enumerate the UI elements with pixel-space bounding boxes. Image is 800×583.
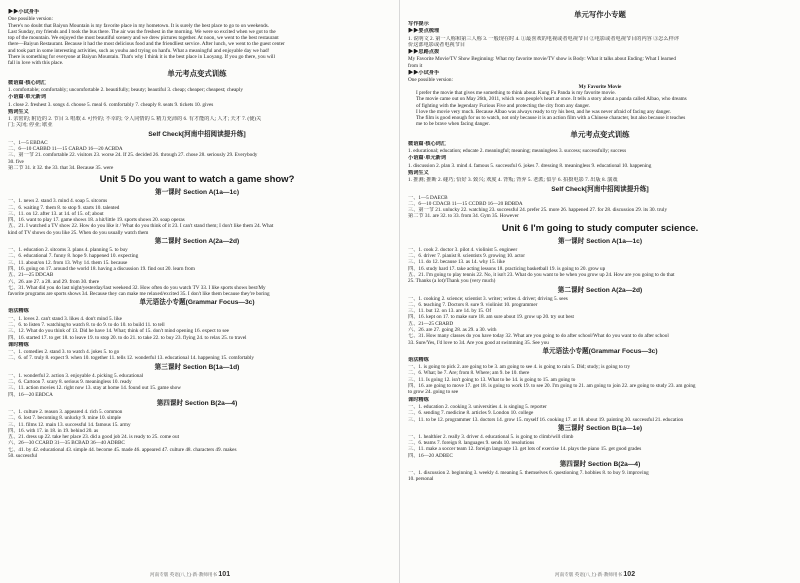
answer-line: 1. close 2. freshest 3. songs 4. choose 5. meal 6. comfortably 7. cheaply 8. seats 9. tickets 10. gives	[8, 101, 214, 108]
answer-line: 二、6—10 CABBD 11—15 CABAD 16—20 ACBDA	[8, 146, 123, 153]
left-lesson-3-lines	[8, 373, 386, 398]
answer-line: 微语篇·核心词汇	[408, 140, 447, 147]
left-grammar-title: 单元语法小专题(Grammar Focus—3c)	[139, 299, 255, 307]
answer-line: ▶▶思路点拨	[408, 49, 440, 56]
essay-title: My Favorite Movie	[578, 83, 622, 90]
answer-line: favorite programs are sports shows 34. Because they can make me relaxed/excited 35. I don't like them because they're boring	[8, 291, 270, 298]
answer-line: 二、6—10 CDACB 11—15 CCDBD 16—20 BDBDA	[408, 200, 523, 207]
right-section-title-1: 单元考点变式训练	[570, 129, 630, 139]
answer-line: 六、26. are 27. a 28. and 29. from 30. there	[8, 278, 100, 285]
answer-line: to grow 24. going to see	[408, 389, 459, 396]
right-lesson-2-lines	[408, 296, 792, 346]
left-section-1-lines	[8, 80, 386, 129]
right-footer-text: 河南专版 英语(八上)·新·教师用书	[555, 572, 623, 577]
answer-line: ▶▶小试身手	[8, 9, 40, 15]
answer-line: There's no doubt that Baiyun Mountain is my favorite place in my hometown. It is surely the best place to go to on weekends.	[8, 22, 269, 29]
unit-5-title: Unit 5 Do you want to watch a game show?	[99, 174, 295, 186]
answer-line: 三、11. Is going 12. isn't going to 13. What to be 14. is going to 15. am going to	[408, 376, 576, 383]
answer-line: 一、1. is going to pick 2. are going to be 3. am going to see 4. is going to rain 5. Did; study; is going to try	[408, 364, 631, 371]
right-lesson-2-title: 第二课时 Section A(2a—2d)	[557, 286, 643, 294]
left-section-2-lines	[8, 140, 386, 171]
answer-line: fall in love with this place.	[8, 60, 64, 67]
right-header-title: 单元写作小专题	[574, 10, 626, 19]
right-grammar-lines	[408, 357, 792, 423]
answer-line: 1. 推测; 推断 2. 碰巧; 恰好 3. 致兴; 欢度 4. 背叛; 背弃 5. 老派; 似乎 6. 拍摄电影 7. 出版 8. 演戏	[408, 177, 618, 184]
answer-line: 五、21—25 DDCAB	[8, 272, 54, 279]
answer-line: 一、1. loves 2. can't stand 3. likes 4. don't mind 5. like	[8, 315, 122, 322]
answer-line: of fighting with the legendary Furious Five and protecting the city from any danger.	[416, 102, 591, 109]
answer-line: 三、第一节 21. unlucky 22. watching 23. successful 24. prefer 25. more 26. happened 27. for 28. discussion 29. its 30. truly	[408, 207, 668, 214]
right-footer	[555, 572, 635, 578]
answer-line: 课时精练	[408, 396, 429, 403]
answer-line: 10. personal	[408, 476, 434, 483]
answer-line: 四、16. started 17. to get 18. to leave 19. to stop 20. to do 21. to take 22. to buy 23. flying 24. to relax 25. to travel	[8, 334, 247, 341]
answer-line: 三、12. What do you think of 13. Did he have 14. What; think of 15. don't mind opening 16. expect to see	[8, 328, 229, 335]
answer-line: 小语篇·单元新词	[408, 155, 447, 162]
answer-line: 一、1. education 2. cooking 3. universities 4. is singing 5. reporter	[408, 403, 547, 410]
answer-line: there—Baiyun Restaurant. Because it had the most delicious food and the friendliest service. After lunch, we went to the guest center	[8, 41, 285, 48]
answer-line: 小语篇·单元新词	[8, 94, 47, 101]
answer-line: 一、1. wonderful 2. action 3. enjoyable 4. picking 5. educational	[8, 372, 144, 379]
answer-line: 一、1. comedies 2. stand 3. to watch 4. jokes 5. to go	[8, 349, 120, 356]
right-lesson-4-lines	[408, 470, 792, 483]
answer-line: 二、6. lost 7. becoming 8. unlucky 9. mine 10. simple	[8, 415, 121, 422]
answer-line: 50. successful	[8, 453, 38, 460]
answer-line: 一、1. culture 2. reason 3. appeared 4. rich 5. common	[8, 408, 123, 415]
left-lesson-4-title: 第四课时 Section B(2a—4)	[156, 399, 238, 407]
answer-line: 三、11. do 12. because 13. as 14. why 15. like	[408, 259, 505, 266]
left-page-number: 101	[218, 571, 231, 578]
answer-line: 三、11. action movies 12. right now 13. stay at home 14. found out 15. game show	[8, 385, 181, 392]
left-footer	[150, 572, 230, 578]
answer-line: 二、6. What; be 7. Are; from 8. Where; am 9. be 10. there	[408, 370, 530, 377]
answer-line: 七、41. by 42. educational 43. simple 44. become 45. made 46. appeared 47. culture 48. characters 49. makes	[8, 446, 237, 453]
answer-line: 一、1. news 2. stand 3. mind 4. soap 5. sitcoms	[8, 198, 108, 205]
answer-line: There is something for everyone at Baiyun Mountain. That's why I think it is the best place in Luoyang. If you go there, you will	[8, 54, 275, 61]
answer-line: 一、1—5 EBDAC	[8, 139, 48, 146]
answer-line: 1. comfortable; comfortably; uncomfortable 2. beautifully; beauty; beautiful 3. cheap; cheaper; cheapest; cheaply	[8, 86, 243, 93]
essay-lines	[408, 90, 792, 128]
answer-line: My Favorite Movie/TV Show Beginning: What my favorite movie/TV show is Body: What it talks about Ending: What I learned	[408, 56, 676, 63]
answer-line: 三、11. on 12. after 13. at 14. of 15. of; about	[8, 210, 104, 217]
answer-line: 二、6. educational 7. funny 8. hope 9. happened 10. expecting	[8, 253, 139, 260]
left-footer-text: 河南专版 英语(八上)·新·教师用书	[150, 572, 218, 577]
answer-line: 第二节 31. it 32. the 33. that 34. Because 35. were	[8, 164, 114, 171]
left-lesson-1-title: 第一课时 Section A(1a—1c)	[154, 189, 240, 197]
answer-line: top of the mountain. We enjoyed the most beautiful scenery and we drew pictures together. At noon, we went to the best restaurant	[8, 35, 279, 42]
unit-6-title: Unit 6 I'm going to study computer science.	[501, 222, 699, 234]
answer-line: 三、11. films 12. main 13. successful 14. famous 15. army	[8, 421, 131, 428]
answer-line: I prefer the movie that gives me something to think about. Kung Fu Panda is my favorite movie.	[416, 89, 616, 96]
answer-line: 四、16. with 17. in 18. in 19. behind 20. as	[8, 427, 99, 434]
answer-line: 三、11. about/on 12. from 13. Why 14. them 15. because	[8, 259, 128, 266]
answer-line: 第二节 31. are 32. to 33. from 34. Gym 35. However	[408, 213, 519, 220]
answer-line: 熟词生义	[408, 169, 429, 176]
right-grammar-title: 单元语法小专题(Grammar Focus—3c)	[542, 347, 658, 355]
left-section-title-1: 单元考点变式训练	[167, 68, 227, 78]
answer-line: The movie came out on May 26th, 2011, which won people's heart at once. It tells a story about a panda called Albao, who dreams	[416, 96, 687, 103]
left-lesson-2-lines	[8, 247, 386, 297]
answer-line: kind of TV shows do you like 25. When do you usually watch them	[8, 229, 149, 236]
answer-line: 四、16. are going to move 17. get 18. is going to work 19. to see 20. I'm going to 21. am going to join 22. are going to study 23. am going	[408, 383, 696, 390]
answer-line: 二、6. sending 7. medicine 8. articles 9. London 10. college	[408, 410, 534, 417]
right-section-title-2: Self Check[河南中招阅读提升练]	[551, 185, 649, 193]
answer-line: One possible version:	[408, 77, 453, 84]
answer-line: 写作提示	[408, 21, 429, 27]
answer-line: 四、16. kept on 17. to make sure 18. am sure about 19. grow up 20. try out best	[408, 314, 574, 321]
answer-line: 价这部电影或者电视节目	[408, 41, 466, 48]
answer-line: I love the movie very much. Because Albao was always ready to try his best, and he was never afraid of facing any danger.	[416, 108, 671, 115]
answer-line: One possible version:	[8, 16, 53, 23]
right-lesson-3-title: 第三课时 Section B(1a—1e)	[557, 424, 643, 432]
answer-line: 一、1. discussion 2. beginning 3. weekly 4. meaning 5. themselves 6. questioning 7. hobbies 8. to buy 9. improving	[408, 470, 649, 477]
answer-line: 四、16—20 ADBEC	[408, 452, 453, 459]
answer-line: The film is good enough for us to watch, not only because it is an action film with a Chinese character, but also because it teaches	[416, 115, 686, 122]
right-section-2-lines	[408, 195, 792, 220]
answer-line: 七、31. What did you do last night/yesterday/last weekend 32. How often do you watch TV 33. I like sports shows best/My	[8, 284, 266, 291]
left-lesson-1-lines	[8, 198, 386, 236]
answer-line: 二、6. driver 7. pianist 8. scientists 9. growing 10. actor	[408, 253, 525, 260]
answer-line: from it	[408, 62, 423, 69]
answer-line: ▶▶要点梳理	[408, 28, 440, 35]
answer-line: ▶▶小试身手	[408, 70, 440, 77]
answer-line: me to be brave when facing danger.	[416, 121, 490, 128]
answer-line: 1. educational; education; educate 2. meaningful; meaning; meaningless 3. success; successfully; success	[408, 148, 627, 155]
left-lesson-4-lines	[8, 409, 386, 459]
answer-line: 六、26—30 CCABD 31—35 BCBAD 36—40 ADBBC	[8, 440, 125, 447]
answer-line: 二、6. teaching 7. Doctors 8. sure 9. violinist 10. programmer	[408, 301, 538, 308]
left-lesson-2-title: 第二课时 Section A(2a—2d)	[154, 238, 240, 246]
answer-line: 语法精练	[8, 308, 29, 315]
answer-line: 五、21. dress up 22. take her place 23. did a good job 24. is ready to 25. come out	[8, 434, 180, 441]
answer-line: 1. discussion 2. plan 3. mind 4. famous 5. successful 6. jokes 7. dressing 8. meaningless 9. educational 10. happening	[408, 162, 652, 169]
answer-line: 25. Thanks (a lot)/Thank you (very much)	[408, 278, 496, 285]
right-lesson-4-title: 第四课时 Section B(2a—4)	[559, 461, 641, 469]
left-lesson-3-title: 第三课时 Section B(1a—1d)	[154, 363, 240, 371]
answer-line: 七、31. How many classes do you have today 32. What are you going to do after school/What do you want to do after school	[408, 333, 669, 340]
answer-line: 六、26. are 27. going 28. as 29. a 30. with	[408, 326, 497, 333]
answer-line: 课时精练	[8, 341, 29, 348]
answer-line: 30. five	[8, 158, 24, 165]
left-section-title-2: Self Check[河南中招阅读提升练]	[148, 130, 246, 138]
answer-line: 一、1—5 DAECB	[408, 194, 448, 201]
answer-line: Last Sunday, my friends and I took the bus there. The air was the freshest in the morning. We were so excited when we got to the	[8, 28, 276, 35]
answer-line: 一、1. education 2. sitcoms 3. plans 4. planning 5. to buy	[8, 247, 128, 254]
right-writing-tips	[408, 21, 792, 84]
right-page-number: 102	[623, 571, 636, 578]
answer-line: 四、16. going on 17. around the world 18. having a discussion 19. find out 20. learn from	[8, 265, 195, 272]
answer-line: 门; 关闭; 停业; 歇业	[8, 122, 53, 129]
answer-line: 二、6. teams 7. foreign 8. languages 9. sends 10. resolutions	[408, 440, 535, 447]
answer-line: 三、11. but 12. on 13. are 14. by 15. Of	[408, 308, 492, 315]
right-section-1-lines	[408, 141, 792, 184]
answer-line: 四、16—20 EBDCA	[8, 391, 53, 398]
answer-line: 语法精练	[408, 356, 429, 363]
answer-line: 三、11. make a soccer team 12. foreign language 13. get lots of exercise 14. plays the piano 15. get good grades	[408, 446, 642, 453]
left-grammar-lines	[8, 308, 386, 361]
page-divider	[399, 0, 400, 583]
answer-line: 四、16. want to play 17. game shows 18. a hit/little 19. sports shows 20. soap operas	[8, 217, 185, 224]
answer-line: 熟词生义	[8, 108, 29, 115]
right-page	[408, 8, 792, 483]
answer-line: 五、21—25 CBABD	[408, 320, 454, 327]
answer-line: 1. 亲密的; 附近的 2. 节目 3. 唱歌 4. 可怜的; 不幸的; 令人同情的 5. 精力充沛的 6. 有才能的人; 人才; 天才 7. (使)关	[8, 116, 262, 123]
right-lesson-1-title: 第一课时 Section A(1a—1c)	[557, 237, 643, 245]
right-lesson-1-lines	[408, 247, 792, 285]
answer-line: 二、6. of 7. truly 8. expect 9. when 10. together 11. tells 12. wonderful 13. educational 14. happening 15. comfortably	[8, 355, 255, 362]
answer-line: 四、16. study hard 17. take acting lessons 18. practicing basketball 19. is going to 20. grow up	[408, 265, 606, 272]
left-page	[8, 8, 386, 459]
left-essay-block	[8, 9, 386, 67]
answer-line: 二、6. to listen 7. watching/to watch 8. to do 9. to do 10. to build 11. to tell	[8, 321, 165, 328]
answer-line: 一、1. healthier 2. really 3. driver 4. educational 5. is going to climb/will climb	[408, 433, 574, 440]
right-lesson-3-lines	[408, 434, 792, 459]
answer-line: 一、1. cook 2. doctor 3. pilot 4. violinist 5. engineer	[408, 246, 518, 253]
answer-line: 三、第一节 21. comfortable 22. visitors 23. worse 24. If 25. decided 26. through 27. chose 28. seriously 29. Everybody	[8, 152, 258, 159]
answer-line: 五、21. I watched a TV show 22. How do you like it / What do you think of it 23. I can't stand them; I don't like them 24. What	[8, 223, 274, 230]
answer-line: 微语篇·核心词汇	[8, 79, 47, 86]
answer-line: 1. 说明文 2. 第一人称和第三人称 3. 一般现在时 4. ①最喜欢的电视或者电视节目 ②电影或者电视节目的内容 ③怎么样评	[408, 35, 680, 42]
answer-line: 33. Sure/Yes, I'd love to 34. Are you good at swimming 35. See you	[408, 339, 549, 346]
answer-line: 二、6. Cartoon 7. scary 8. serious 9. meaningless 10. ready	[8, 379, 132, 386]
answer-line: 一、1. cooking 2. science; scientist 3. writer; writes 4. driver; driving 5. sees	[408, 295, 568, 302]
answer-line: 二、6. waiting 7. them 8. to stop 9. starts 10. talented	[8, 204, 120, 211]
answer-line: and took part in some interesting activities, such as youhu and trying on hanfu. What a meaningful and enjoyable day we had!	[8, 47, 270, 54]
answer-line: 五、21. I'm going to play tennis 22. No, it isn't 23. What do you want to be when you grow up 24. How are you going to do that	[408, 271, 675, 278]
answer-line: 三、11. to be 12. programmer 13. doctors 14. grow 15. myself 16. cooking 17. at 18. about 19. painting 20. successful 21. education	[408, 416, 684, 423]
